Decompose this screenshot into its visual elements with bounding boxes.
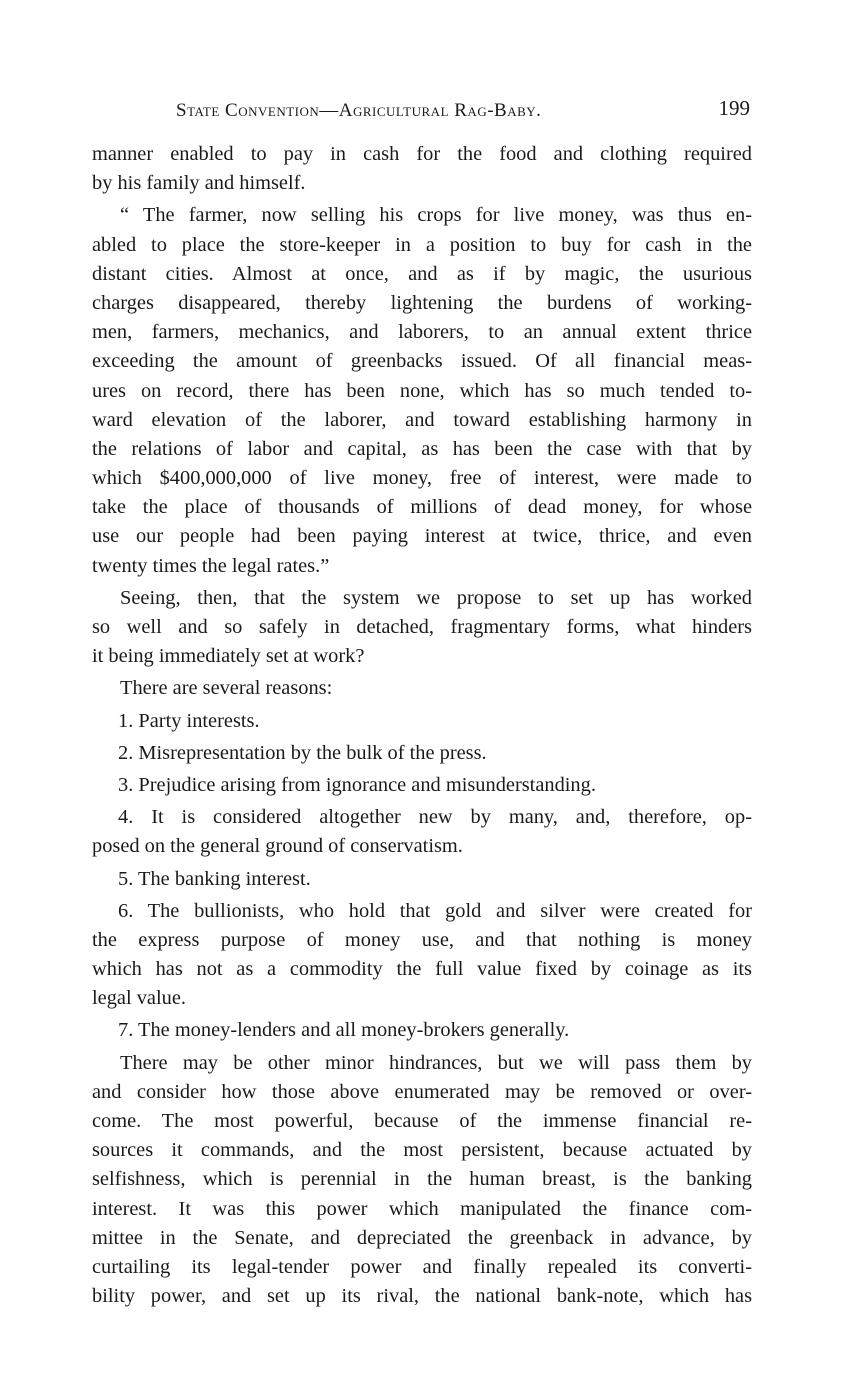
text-line: 3. Prejudice arising from ignorance and misunderstanding. xyxy=(118,773,596,796)
text-line: There are several reasons: xyxy=(120,677,333,700)
running-title: State Convention—Agricultural Rag-Baby. xyxy=(176,100,542,121)
text-line: bility power, and set up its rival, the national bank-note, which has xyxy=(92,1285,752,1308)
text-line: which has not as a commodity the full value fixed by coinage as its xyxy=(92,958,752,981)
text-line: 2. Misrepresentation by the bulk of the press. xyxy=(118,741,487,764)
text-line: curtailing its legal-tender power and finally repealed its converti- xyxy=(92,1255,752,1278)
text-line: men, farmers, mechanics, and laborers, to an annual extent thrice xyxy=(92,321,752,344)
text-line: come. The most powerful, because of the immense financial re- xyxy=(92,1110,752,1132)
text-line: 7. The money-lenders and all money-brokers generally. xyxy=(118,1019,570,1042)
text-line: take the place of thousands of millions of dead money, for whose xyxy=(92,496,752,519)
text-line: so well and so safely in detached, fragmentary forms, what hinders xyxy=(92,616,752,638)
text-line: 4. It is considered altogether new by many, and, therefore, op- xyxy=(118,806,752,829)
text-line: 1. Party interests. xyxy=(118,709,260,732)
text-line: twenty times the legal rates.” xyxy=(92,554,330,577)
text-line: by his family and himself. xyxy=(92,172,306,195)
text-line: interest. It was this power which manipulated the finance com- xyxy=(92,1197,752,1220)
text-line: charges disappeared, thereby lightening the burdens of working- xyxy=(92,291,752,314)
text-line: mittee in the Senate, and depreciated the greenback in advance, by xyxy=(92,1226,752,1249)
text-line: abled to place the store-keeper in a position to buy for cash in the xyxy=(92,233,752,256)
page-number: 199 xyxy=(718,96,750,120)
text-line: distant cities. Almost at once, and as if by magic, the usurious xyxy=(92,262,752,285)
text-line: the relations of labor and capital, as has been the case with that by xyxy=(92,437,752,460)
text-line: ures on record, there has been none, which has so much tended to- xyxy=(92,379,752,402)
text-line: 5. The banking interest. xyxy=(118,867,311,890)
text-line: use our people had been paying interest at twice, thrice, and even xyxy=(92,525,752,548)
text-line: There may be other minor hindrances, but we will pass them by xyxy=(120,1051,752,1074)
text-line: sources it commands, and the most persistent, because actuated by xyxy=(92,1139,752,1162)
text-line: “ The farmer, now selling his crops for live money, was thus en- xyxy=(120,204,752,227)
text-line: which $400,000,000 of live money, free of interest, were made to xyxy=(92,467,752,490)
text-line: the express purpose of money use, and that nothing is money xyxy=(92,928,752,951)
text-line: posed on the general ground of conservatism. xyxy=(92,835,463,858)
text-line: selfishness, which is perennial in the human breast, is the banking xyxy=(92,1168,752,1191)
text-line: manner enabled to pay in cash for the food and clothing required xyxy=(92,143,752,165)
text-line: ward elevation of the laborer, and toward establishing harmony in xyxy=(92,408,752,431)
text-line: exceeding the amount of greenbacks issued. Of all financial meas- xyxy=(92,350,752,373)
text-line: 6. The bullionists, who hold that gold and silver were created for xyxy=(118,899,752,922)
text-line: it being immediately set at work? xyxy=(92,645,365,668)
body-text xyxy=(92,140,752,1311)
text-line: Seeing, then, that the system we propose to set up has worked xyxy=(120,586,752,609)
text-line: and consider how those above enumerated may be removed or over- xyxy=(92,1080,752,1103)
text-line: legal value. xyxy=(92,987,186,1010)
running-head xyxy=(90,96,750,126)
